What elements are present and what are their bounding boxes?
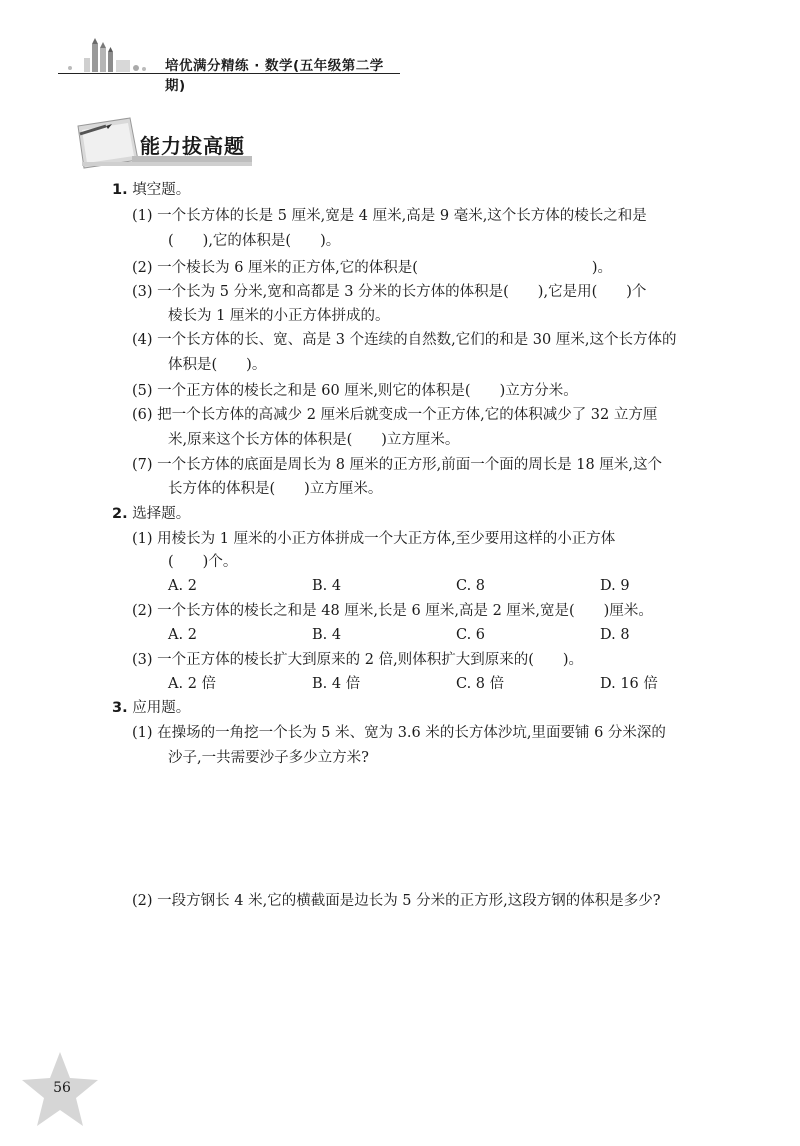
option-b: B. 4 bbox=[312, 627, 342, 643]
question-title: 应用题。 bbox=[132, 700, 191, 716]
option-b: B. 4 bbox=[312, 578, 342, 594]
question-text: 棱长为 1 厘米的小正方体拼成的。 bbox=[168, 308, 390, 324]
question-title: 填空题。 bbox=[132, 182, 191, 198]
header-title: 培优满分精练 · 数学(五年级第二学期) bbox=[165, 58, 384, 94]
option-a: A. 2 bbox=[168, 578, 197, 594]
question-number: 3. bbox=[112, 700, 128, 716]
question-text: ( ),它的体积是( )。 bbox=[168, 233, 341, 249]
option-d: D. 8 bbox=[600, 627, 630, 643]
pencil-decoration-icon bbox=[40, 38, 165, 78]
question-text: ( )个。 bbox=[168, 554, 238, 570]
option-d: D. 9 bbox=[600, 578, 630, 594]
question-text: (6) 把一个长方体的高减少 2 厘米后就变成一个正方体,它的体积减少了 32 立方厘 bbox=[132, 407, 658, 423]
question-text: (1) 一个长方体的长是 5 厘米,宽是 4 厘米,高是 9 毫米,这个长方体的棱长之和是 bbox=[132, 208, 647, 224]
question-text: 体积是( )。 bbox=[168, 357, 267, 373]
option-c: C. 8 bbox=[456, 578, 486, 594]
question-text: (2) 一个长方体的棱长之和是 48 厘米,长是 6 厘米,高是 2 厘米,宽是( )厘米。 bbox=[132, 603, 653, 619]
header-rule bbox=[58, 73, 400, 74]
question-title: 选择题。 bbox=[132, 506, 191, 522]
question-2-heading bbox=[112, 504, 190, 524]
question-text: (2) 一个棱长为 6 厘米的正方体,它的体积是( )。 bbox=[132, 260, 613, 276]
question-3-heading bbox=[112, 698, 190, 718]
question-text: 沙子,一共需要沙子多少立方米? bbox=[168, 750, 369, 766]
section-header bbox=[72, 112, 292, 182]
question-text: (1) 在操场的一角挖一个长为 5 米、宽为 3.6 米的长方体沙坑,里面要铺 6 分米深的 bbox=[132, 725, 666, 741]
option-d: D. 16 倍 bbox=[600, 676, 658, 692]
page-number: 56 bbox=[53, 1080, 71, 1096]
question-number: 2. bbox=[112, 506, 128, 522]
option-a: A. 2 bbox=[168, 627, 197, 643]
option-b: B. 4 倍 bbox=[312, 676, 361, 692]
question-text: (3) 一个长为 5 分米,宽和高都是 3 分米的长方体的体积是( ),它是用( )个 bbox=[132, 284, 647, 300]
option-a: A. 2 倍 bbox=[168, 676, 217, 692]
option-c: C. 8 倍 bbox=[456, 676, 505, 692]
question-text: 长方体的体积是( )立方厘米。 bbox=[168, 481, 383, 497]
question-text: (1) 用棱长为 1 厘米的小正方体拼成一个大正方体,至少要用这样的小正方体 bbox=[132, 531, 616, 547]
question-text: (5) 一个正方体的棱长之和是 60 厘米,则它的体积是( )立方分米。 bbox=[132, 383, 578, 399]
question-text: (3) 一个正方体的棱长扩大到原来的 2 倍,则体积扩大到原来的( )。 bbox=[132, 652, 584, 668]
section-title: 能力拔高题 bbox=[140, 134, 245, 158]
question-number: 1. bbox=[112, 182, 128, 198]
page-header bbox=[40, 38, 400, 94]
question-text: (2) 一段方钢长 4 米,它的横截面是边长为 5 分米的正方形,这段方钢的体积是多少? bbox=[132, 893, 661, 909]
question-text: 米,原来这个长方体的体积是( )立方厘米。 bbox=[168, 432, 460, 448]
question-1-heading bbox=[112, 180, 190, 200]
question-text: (7) 一个长方体的底面是周长为 8 厘米的正方形,前面一个面的周长是 18 厘米,这个 bbox=[132, 457, 662, 473]
question-text: (4) 一个长方体的长、宽、高是 3 个连续的自然数,它们的和是 30 厘米,这个长方体的 bbox=[132, 332, 677, 348]
option-c: C. 6 bbox=[456, 627, 486, 643]
